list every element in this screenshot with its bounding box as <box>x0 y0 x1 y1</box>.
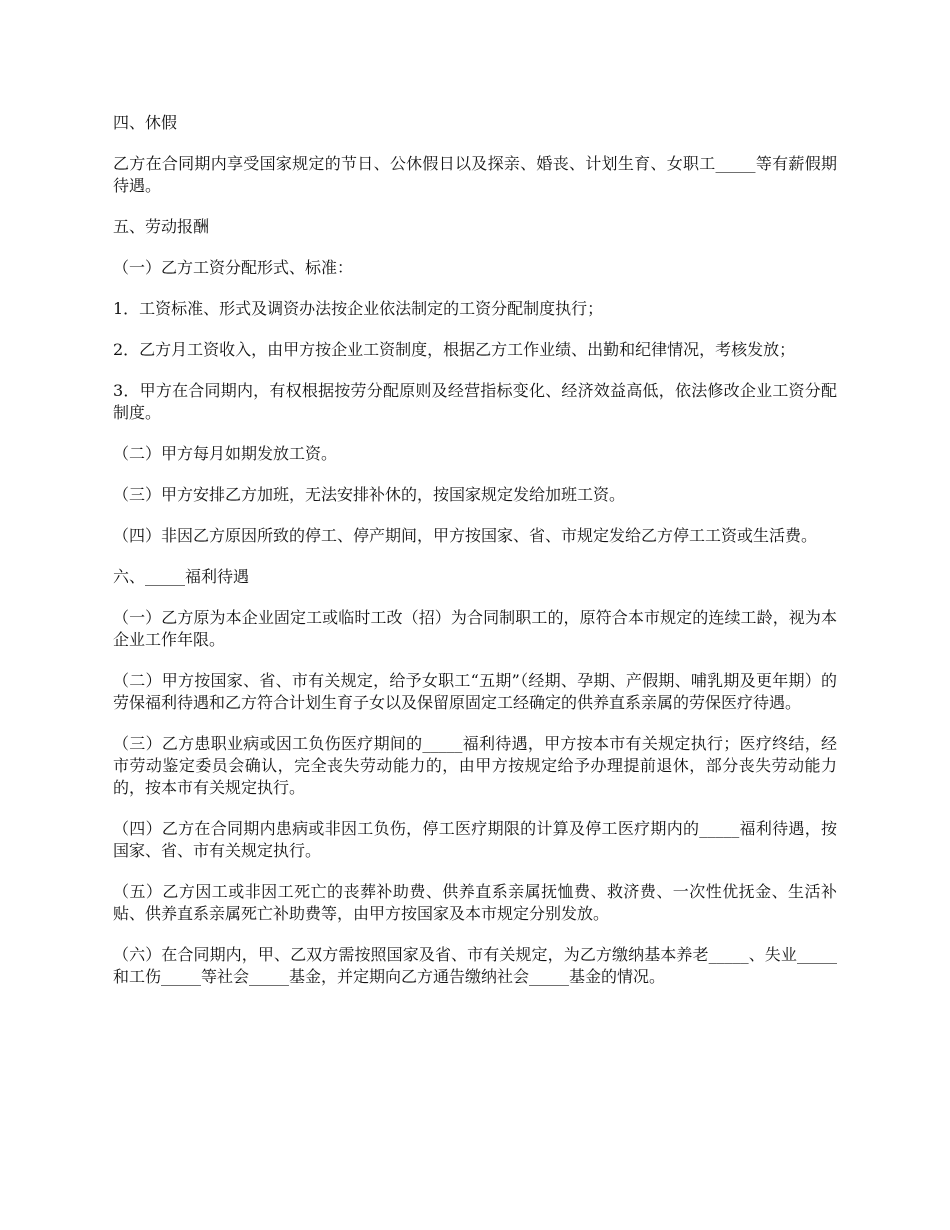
paragraph-welfare-2: （二）甲方按国家、省、市有关规定，给予女职工“五期”（经期、孕期、产假期、哺乳期及更年期）的劳保福利待遇和乙方符合计划生育子女以及保留原固定工经确定的供养直系亲属的劳保医疗待遇。 <box>113 671 837 712</box>
paragraph-welfare-4: （四）乙方在合同期内患病或非因工负伤，停工医疗期限的计算及停工医疗期内的_____福利待遇，按国家、省、市有关规定执行。 <box>113 819 837 860</box>
paragraph-vacation-terms: 乙方在合同期内享受国家规定的节日、公休假日以及探亲、婚丧、计划生育、女职工_____等有薪假期待遇。 <box>113 154 837 195</box>
paragraph-suspension-pay: （四）非因乙方原因所致的停工、停产期间，甲方按国家、省、市规定发给乙方停工工资或生活费。 <box>113 526 818 545</box>
paragraph-welfare-5: （五）乙方因工或非因工死亡的丧葬补助费、供养直系亲属抚恤费、救济费、一次性优抚金、生活补贴、供养直系亲属死亡补助费等，由甲方按国家及本市规定分别发放。 <box>113 882 837 923</box>
paragraph-monthly-pay: （二）甲方每月如期发放工资。 <box>113 444 338 463</box>
paragraph-welfare-1: （一）乙方原为本企业固定工或临时工改（招）为合同制职工的，原符合本市规定的连续工龄，视为本企业工作年限。 <box>113 608 837 649</box>
section-heading-vacation: 四、休假 <box>113 113 178 132</box>
paragraph-wage-form: （一）乙方工资分配形式、标准： <box>113 258 354 277</box>
paragraph-overtime-pay: （三）甲方安排乙方加班，无法安排补休的，按国家规定发给加班工资。 <box>113 485 626 504</box>
paragraph-wage-item-3: 3．甲方在合同期内，有权根据按劳分配原则及经营指标变化、经济效益高低，依法修改企业工资分配制度。 <box>113 381 837 422</box>
document-body <box>113 112 837 1007</box>
paragraph-welfare-3: （三）乙方患职业病或因工负伤医疗期间的_____福利待遇，甲方按本市有关规定执行；医疗终结，经市劳动鉴定委员会确认，完全丧失劳动能力的，由甲方按规定给予办理提前退休，部分丧失劳动能力的，按本市有关规定执行。 <box>113 734 837 797</box>
paragraph-wage-item-2: 2．乙方月工资收入，由甲方按企业工资制度，根据乙方工作业绩、出勤和纪律情况，考核发放； <box>113 340 796 359</box>
section-heading-welfare: 六、_____福利待遇 <box>113 567 250 586</box>
paragraph-wage-item-1: 1．工资标准、形式及调资办法按企业依法制定的工资分配制度执行； <box>113 299 604 318</box>
section-heading-remuneration: 五、劳动报酬 <box>113 217 210 236</box>
paragraph-welfare-6: （六）在合同期内，甲、乙双方需按照国家及省、市有关规定，为乙方缴纳基本养老_____、失业_____和工伤_____等社会_____基金，并定期向乙方通告缴纳社会_____基金的情况。 <box>113 945 837 986</box>
